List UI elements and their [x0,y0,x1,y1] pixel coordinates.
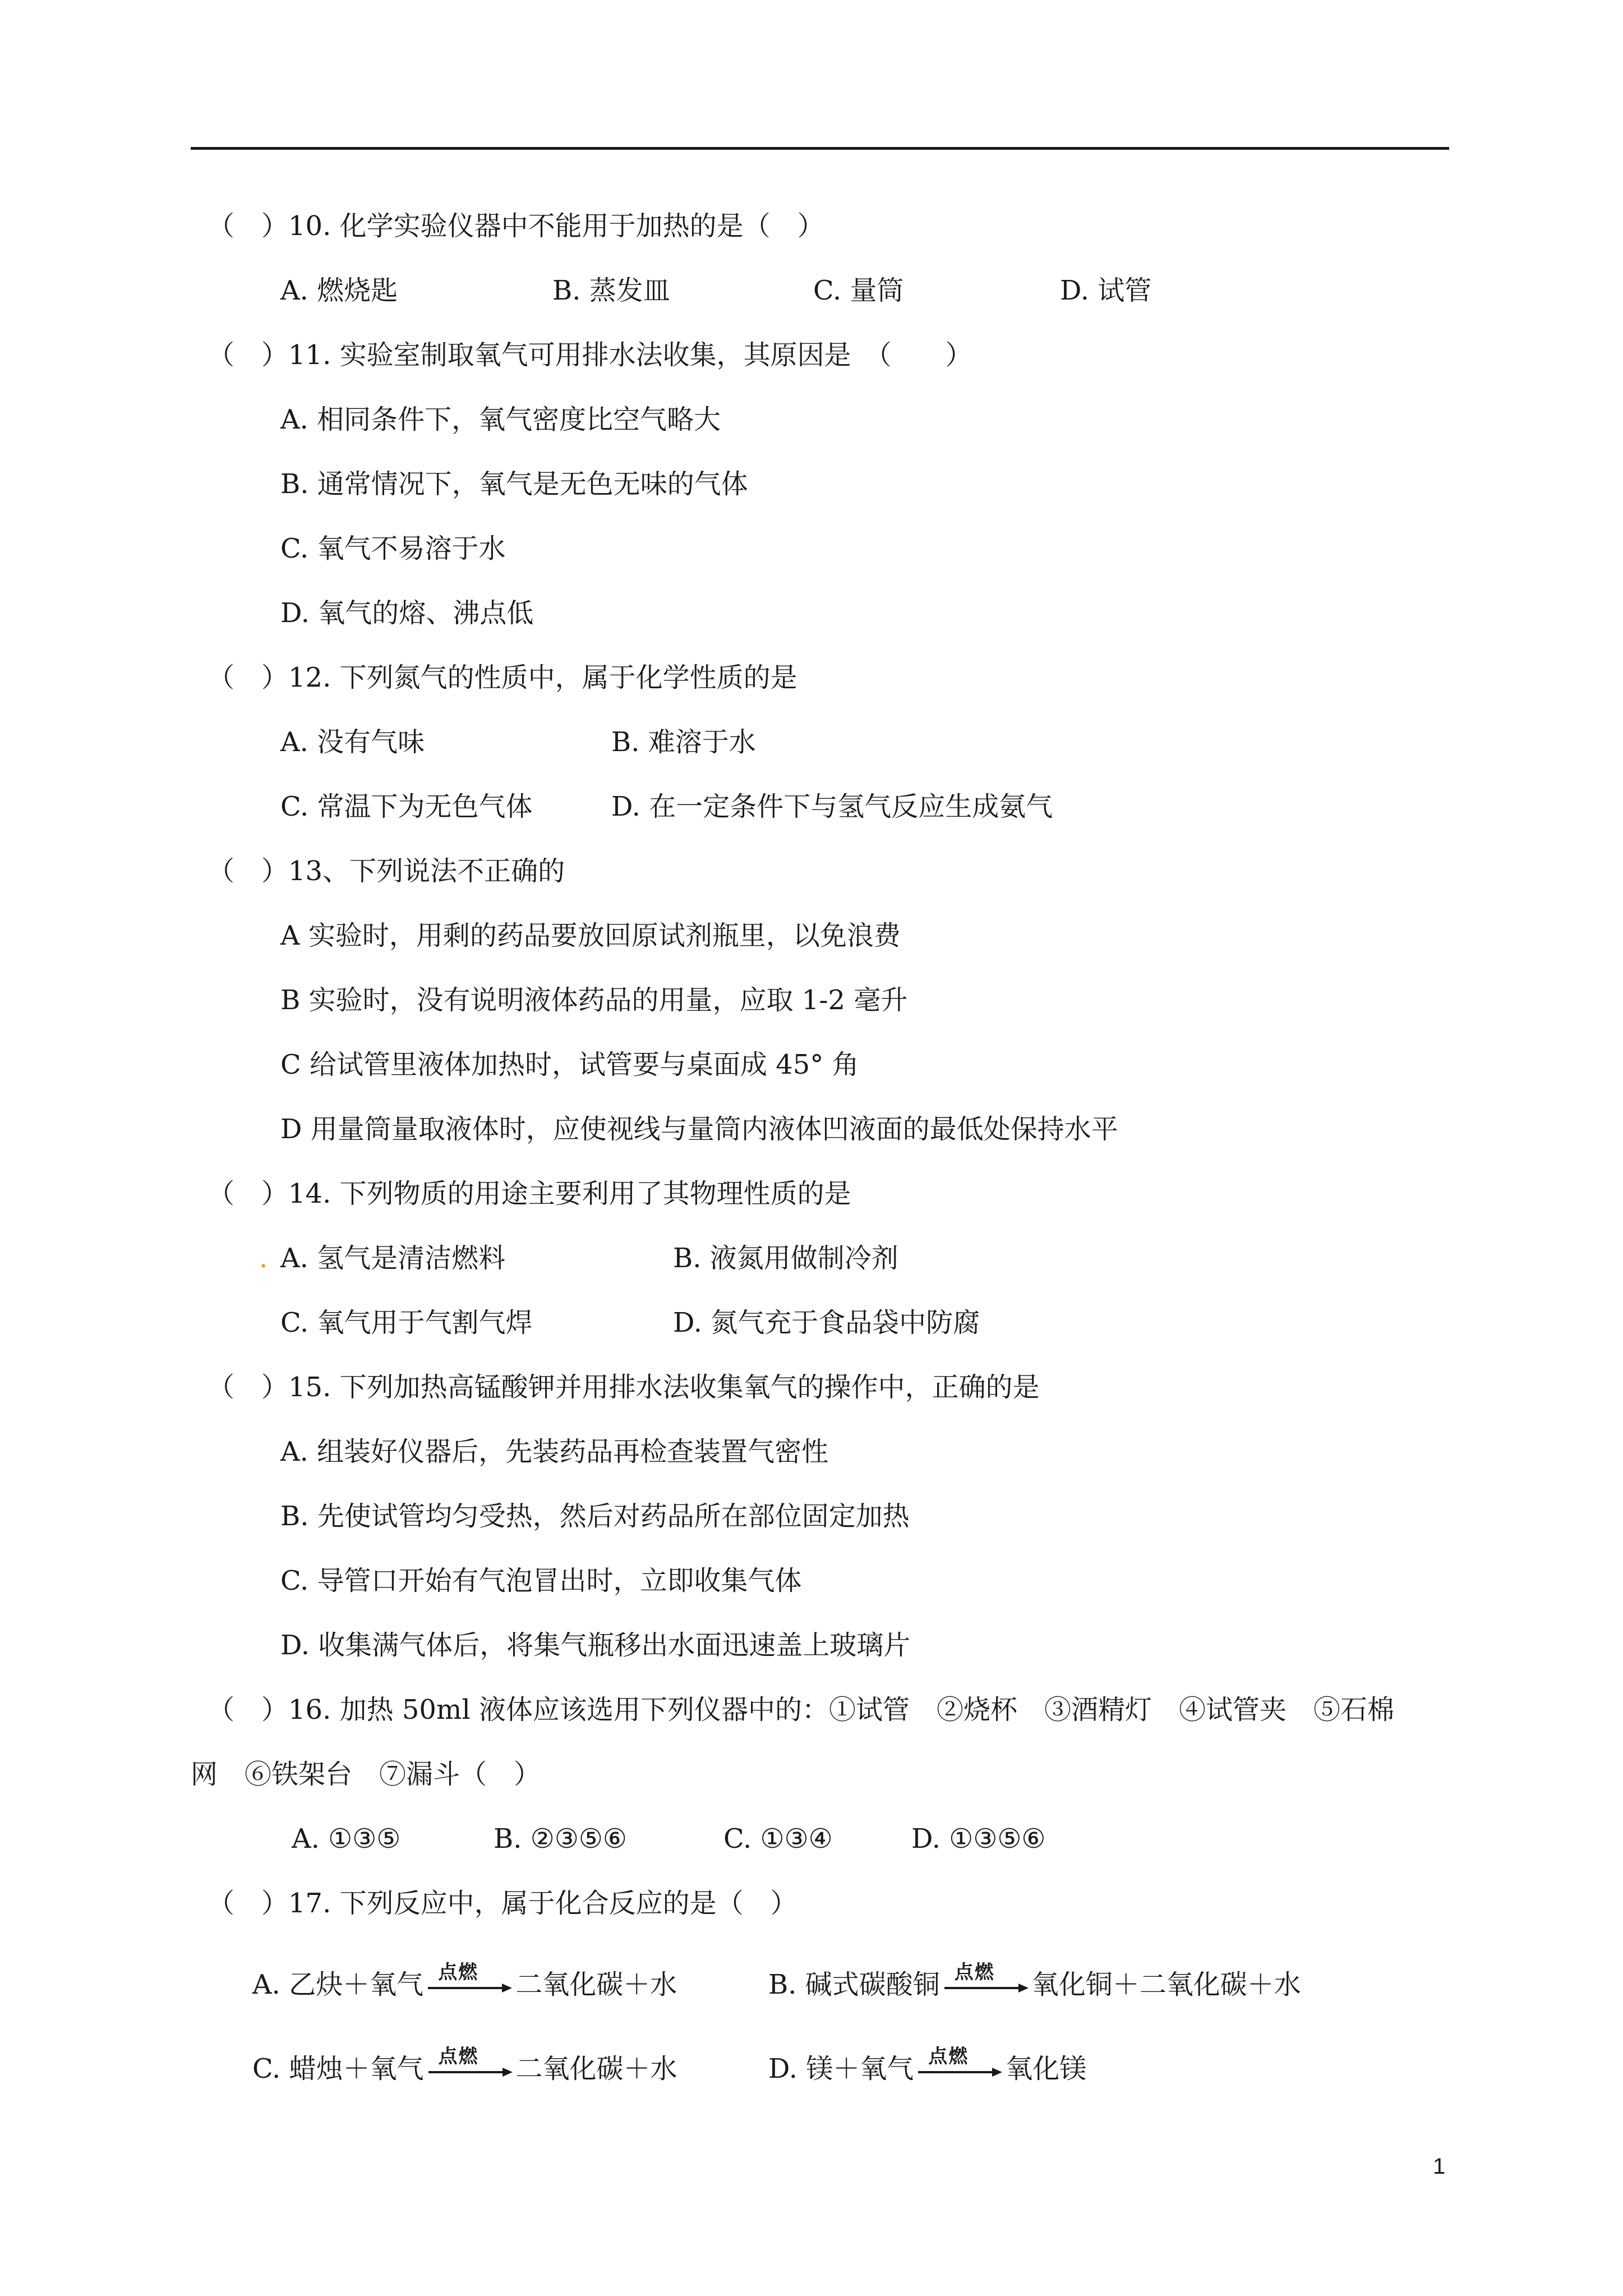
reaction-condition: 点燃 [438,1961,479,1984]
q13-option-b: B 实验时，没有说明液体药品的用量，应取 1-2 毫升 [280,984,908,1016]
q17-option-c [252,2045,677,2087]
reaction-arrow [426,2045,514,2087]
q14-option-b: B. 液氮用做制冷剂 [673,1243,898,1274]
q17-b-products: 氧化铜＋二氧化碳＋水 [1031,1969,1301,2000]
q14-option-d: D. 氮气充于食品袋中防腐 [673,1307,980,1338]
q11-option-d: D. 氧气的熔、沸点低 [280,597,534,629]
q17-a-reactants: A. 乙炔＋氧气 [252,1969,424,2000]
q12-option-b: B. 难溶于水 [611,726,756,758]
question-16-stem-line2: 网 ⑥铁架台 ⑦漏斗（ ） [191,1759,541,1790]
stray-mark: . [259,1243,268,1274]
reaction-condition: 点燃 [928,2045,969,2068]
q10-option-a: A. 燃烧匙 [280,275,398,306]
reaction-arrow [426,1961,513,2003]
question-12-stem: （ ）12. 下列氮气的性质中，属于化学性质的是 [208,662,797,693]
q13-option-c: C 给试管里液体加热时，试管要与桌面成 45° 角 [280,1049,859,1080]
q14-option-c: C. 氧气用于气割气焊 [280,1307,533,1338]
question-14-stem: （ ）14. 下列物质的用途主要利用了其物理性质的是 [208,1178,851,1209]
q17-d-reactants: D. 镁＋氧气 [768,2053,914,2085]
q15-option-b: B. 先使试管均匀受热，然后对药品所在部位固定加热 [280,1501,910,1532]
reaction-condition: 点燃 [438,2045,479,2068]
q17-d-products: 氧化镁 [1006,2053,1087,2085]
q11-option-b: B. 通常情况下，氧气是无色无味的气体 [280,468,748,500]
q11-option-c: C. 氧气不易溶于水 [280,533,506,564]
q10-option-b: B. 蒸发皿 [552,275,670,306]
header-rule [191,147,1449,150]
q17-option-d [768,2045,1087,2087]
q11-option-a: A. 相同条件下，氧气密度比空气略大 [280,404,721,435]
q17-b-reactants: B. 碱式碳酸铜 [768,1969,940,2000]
q15-option-d: D. 收集满气体后，将集气瓶移出水面迅速盖上玻璃片 [280,1630,911,1661]
q16-option-d: D. ①③⑤⑥ [911,1823,1046,1855]
q13-option-a: A 实验时，用剩的药品要放回原试剂瓶里，以免浪费 [280,920,901,951]
q15-option-c: C. 导管口开始有气泡冒出时，立即收集气体 [280,1565,802,1596]
q14-option-a: A. 氢气是清洁燃料 [280,1243,506,1274]
question-17-stem: （ ）17. 下列反应中，属于化合反应的是（ ） [208,1888,797,1919]
q17-option-a [252,1961,677,2003]
q15-option-a: A. 组装好仪器后，先装药品再检查装置气密性 [280,1436,829,1467]
right-arrow-icon [942,1971,1030,2003]
reaction-arrow [916,2045,1003,2087]
q17-a-products: 二氧化碳＋水 [515,1969,677,2000]
right-arrow-icon [426,2055,514,2087]
q12-option-d: D. 在一定条件下与氢气反应生成氨气 [611,791,1053,822]
reaction-arrow [942,1961,1030,2003]
q16-option-a: A. ①③⑤ [292,1823,401,1855]
q16-option-c: C. ①③④ [723,1823,833,1855]
question-16-stem-line1: （ ）16. 加热 50ml 液体应该选用下列仪器中的：①试管 ②烧杯 ③酒精灯 ④试管夹 ⑤石棉 [208,1694,1395,1726]
question-10-stem: （ ）10. 化学实验仪器中不能用于加热的是（ ） [208,210,824,242]
q10-option-c: C. 量筒 [813,275,904,306]
reaction-condition: 点燃 [954,1961,995,1984]
q12-option-c: C. 常温下为无色气体 [280,791,533,822]
question-11-stem: （ ）11. 实验室制取氧气可用排水法收集，其原因是 （ ） [208,339,972,371]
right-arrow-icon [426,1971,513,2003]
q10-option-d: D. 试管 [1060,275,1152,306]
q17-c-reactants: C. 蜡烛＋氧气 [252,2053,424,2085]
question-13-stem: （ ）13、下列说法不正确的 [208,855,565,887]
q17-c-products: 二氧化碳＋水 [515,2053,677,2085]
q17-option-b [768,1961,1301,2003]
page-number: 1 [1433,2154,1446,2179]
q12-option-a: A. 没有气味 [280,726,425,758]
question-15-stem: （ ）15. 下列加热高锰酸钾并用排水法收集氧气的操作中，正确的是 [208,1372,1040,1403]
q16-option-b: B. ②③⑤⑥ [494,1823,627,1855]
q13-option-d: D 用量筒量取液体时，应使视线与量筒内液体凹液面的最低处保持水平 [280,1114,1118,1145]
right-arrow-icon [916,2055,1003,2087]
